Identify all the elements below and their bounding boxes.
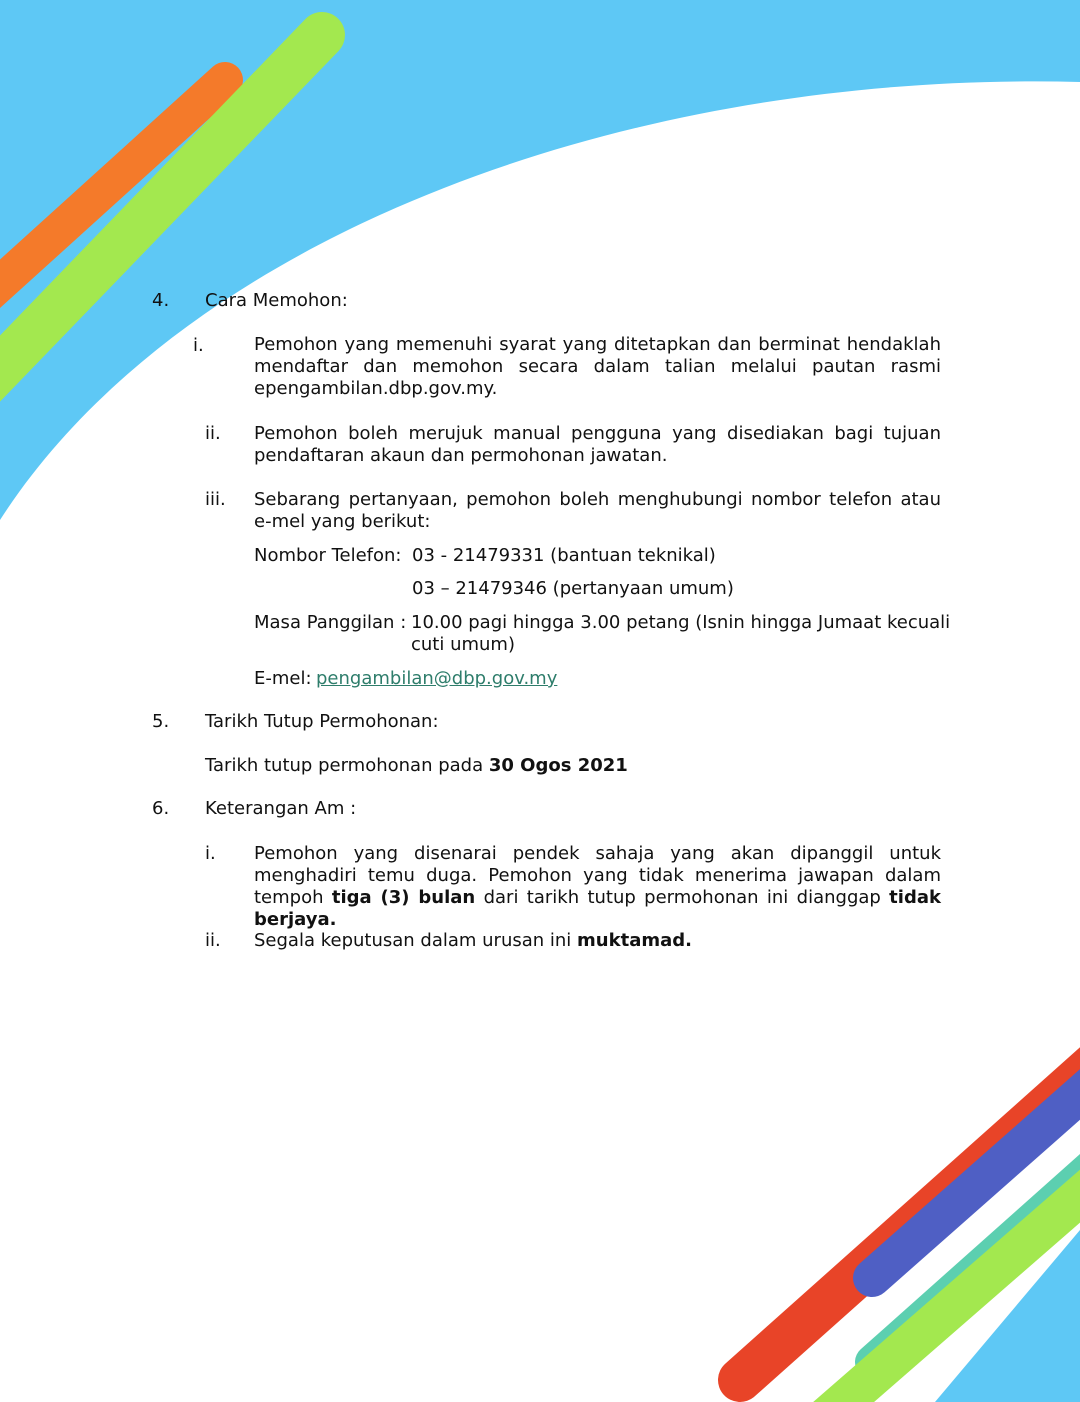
call-time-line-1: 10.00 pagi hingga 3.00 petang (Isnin hingga Jumaat kecuali: [411, 612, 951, 633]
item-6-ii-number: ii.: [205, 930, 221, 951]
section-5-number: 5.: [152, 711, 170, 732]
item-4-iii-text: Sebarang pertanyaan, pemohon boleh menghubungi nombor telefon atau e-mel yang berikut:: [254, 489, 941, 532]
item-6-ii-text: Segala keputusan dalam urusan ini muktamad.: [254, 930, 692, 951]
item-4-ii-number: ii.: [205, 423, 221, 444]
email-link[interactable]: pengambilan@dbp.gov.my: [316, 668, 558, 689]
email-label: E-mel:: [254, 668, 312, 689]
closing-date-text: Tarikh tutup permohonan pada 30 Ogos 2021: [205, 755, 628, 776]
phone-technical: 03 - 21479331 (bantuan teknikal): [412, 545, 716, 566]
section-4-title: Cara Memohon:: [205, 290, 348, 311]
phone-label: Nombor Telefon:: [254, 545, 402, 566]
call-time-line-2: cuti umum): [411, 634, 515, 655]
section-4-number: 4.: [152, 290, 170, 311]
item-4-ii-text: Pemohon boleh merujuk manual pengguna yang disediakan bagi tujuan pendaftaran akaun dan permohonan jawatan.: [254, 423, 941, 466]
closing-date: 30 Ogos 2021: [488, 755, 628, 776]
section-6-title: Keterangan Am :: [205, 798, 357, 819]
item-4-i-text: Pemohon yang memenuhi syarat yang ditetapkan dan berminat hendaklah mendaftar dan memohon secara dalam talian melalui pautan rasmi epengambilan.dbp.gov.my.: [254, 334, 941, 399]
item-6-i-text: Pemohon yang disenarai pendek sahaja yang akan dipanggil untuk menghadiri temu duga. Pemohon yang tidak menerima jawapan dalam tempoh tiga (3) bulan dari tarikh tutup permohonan ini dianggap tidak berjaya.: [254, 843, 941, 930]
section-5-title: Tarikh Tutup Permohonan:: [205, 711, 439, 732]
section-6-number: 6.: [152, 798, 170, 819]
item-6-i-number: i.: [205, 843, 216, 864]
phone-general: 03 – 21479346 (pertanyaan umum): [412, 578, 734, 599]
call-time-label: Masa Panggilan :: [254, 612, 407, 633]
item-4-i-number: i.: [193, 335, 204, 356]
item-4-iii-number: iii.: [205, 489, 226, 510]
